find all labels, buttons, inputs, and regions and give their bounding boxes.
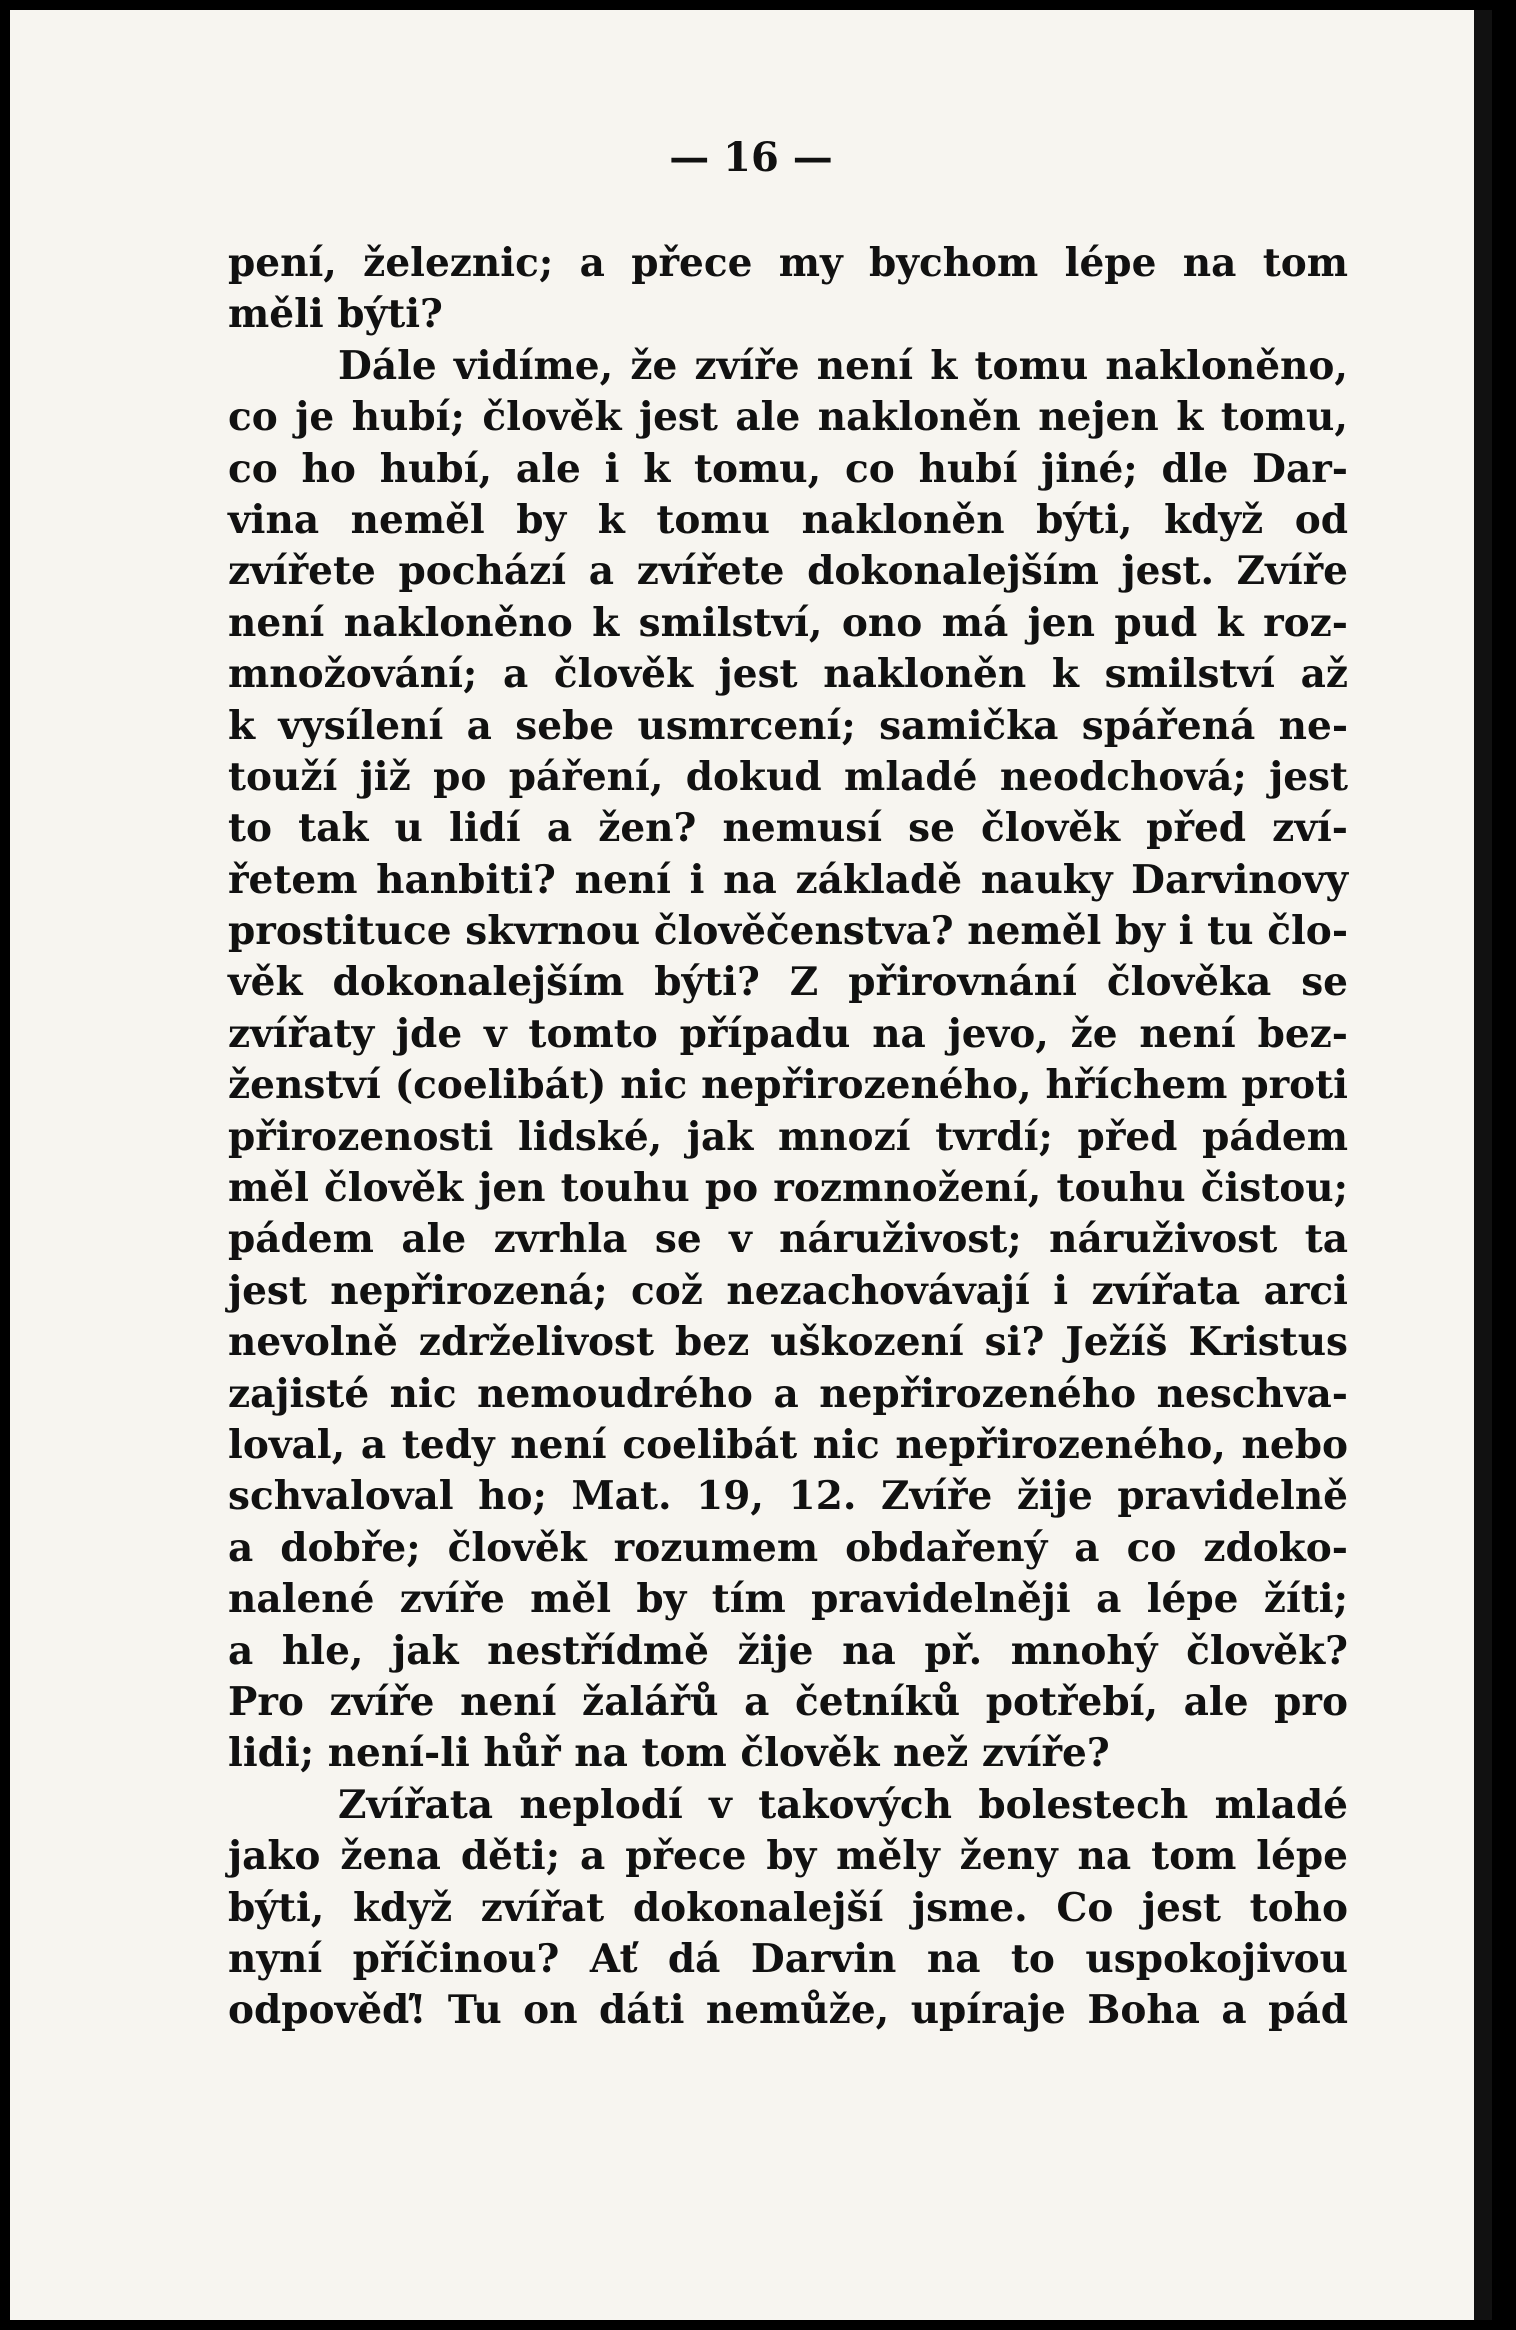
text-line: jako žena děti; a přece by měly ženy na tom lépe: [228, 1833, 1348, 1880]
text-line: a hle, jak nestřídmě žije na př. mnohý člověk?: [228, 1627, 1348, 1674]
text-line: co je hubí; člověk jest ale nakloněn nejen k tomu,: [228, 394, 1348, 441]
text-line: Pro zvíře není žalářů a četníků potřebí, ale pro: [228, 1678, 1348, 1725]
text-line: prostituce skvrnou člověčenstva? neměl by i tu člo-: [228, 908, 1348, 955]
text-line: Dále vidíme, že zvíře není k tomu nakloněno,: [338, 342, 1348, 389]
text-line: nalené zvíře měl by tím pravidelněji a lépe žíti;: [228, 1576, 1348, 1623]
text-line: řetem hanbiti? není i na základě nauky Darvinovy: [228, 856, 1348, 903]
text-line: a dobře; člověk rozumem obdařený a co zdoko-: [228, 1524, 1348, 1571]
text-line: věk dokonalejším býti? Z přirovnání člověka se: [228, 959, 1348, 1006]
text-line: Zvířata neplodí v takových bolestech mladé: [338, 1781, 1348, 1828]
text-line: vina neměl by k tomu nakloněn býti, když od: [228, 496, 1348, 543]
text-line: množování; a člověk jest nakloněn k smilství až: [228, 651, 1348, 698]
text-line: nevolně zdrželivost bez uškození si? Ježíš Kristus: [228, 1319, 1348, 1366]
text-line: nyní příčinou? Ať dá Darvin na to uspokojivou: [228, 1935, 1348, 1982]
page-number: — 16 —: [669, 134, 833, 181]
text-line: zajisté nic nemoudrého a nepřirozeného neschva-: [228, 1370, 1348, 1417]
text-line: loval, a tedy není coelibát nic nepřirozeného, nebo: [228, 1421, 1348, 1468]
text-line: pení, železnic; a přece my bychom lépe na tom: [228, 240, 1348, 286]
text-line: k vysílení a sebe usmrcení; samička spářená ne-: [228, 702, 1348, 749]
text-line: měl člověk jen touhu po rozmnožení, touhu čistou;: [228, 1165, 1348, 1212]
text-line: co ho hubí, ale i k tomu, co hubí jiné; dle Dar-: [228, 445, 1348, 492]
text-line: měli býti?: [228, 291, 443, 338]
text-line: touží již po páření, dokud mladé neodchová; jest: [228, 753, 1348, 800]
text-line: není nakloněno k smilství, ono má jen pud k roz-: [228, 599, 1348, 646]
text-line: přirozenosti lidské, jak mnozí tvrdí; před pádem: [228, 1113, 1348, 1160]
text-line: pádem ale zvrhla se v náruživost; náruživost ta: [228, 1216, 1348, 1263]
text-line: jest nepřirozená; což nezachovávají i zvířata arci: [228, 1267, 1348, 1314]
text-line: odpověď! Tu on dáti nemůže, upíraje Boha a pád: [228, 1987, 1348, 2034]
text-line: schvaloval ho; Mat. 19, 12. Zvíře žije pravidelně: [228, 1473, 1348, 1520]
text-line: býti, když zvířat dokonalejší jsme. Co jest toho: [228, 1884, 1348, 1931]
text-line: lidi; není-li hůř na tom člověk než zvíře?: [228, 1730, 1110, 1777]
text-line: ženství (coelibát) nic nepřirozeného, hříchem proti: [228, 1062, 1348, 1109]
text-line: zvířaty jde v tomto případu na jevo, že není bez-: [228, 1010, 1348, 1057]
book-page: [10, 10, 1492, 2320]
body-text: [228, 238, 1348, 2037]
text-line: zvířete pochází a zvířete dokonalejším jest. Zvíře: [228, 548, 1348, 595]
page-edge-shadow: [1474, 10, 1492, 2320]
text-line: to tak u lidí a žen? nemusí se člověk před zví-: [228, 805, 1348, 852]
